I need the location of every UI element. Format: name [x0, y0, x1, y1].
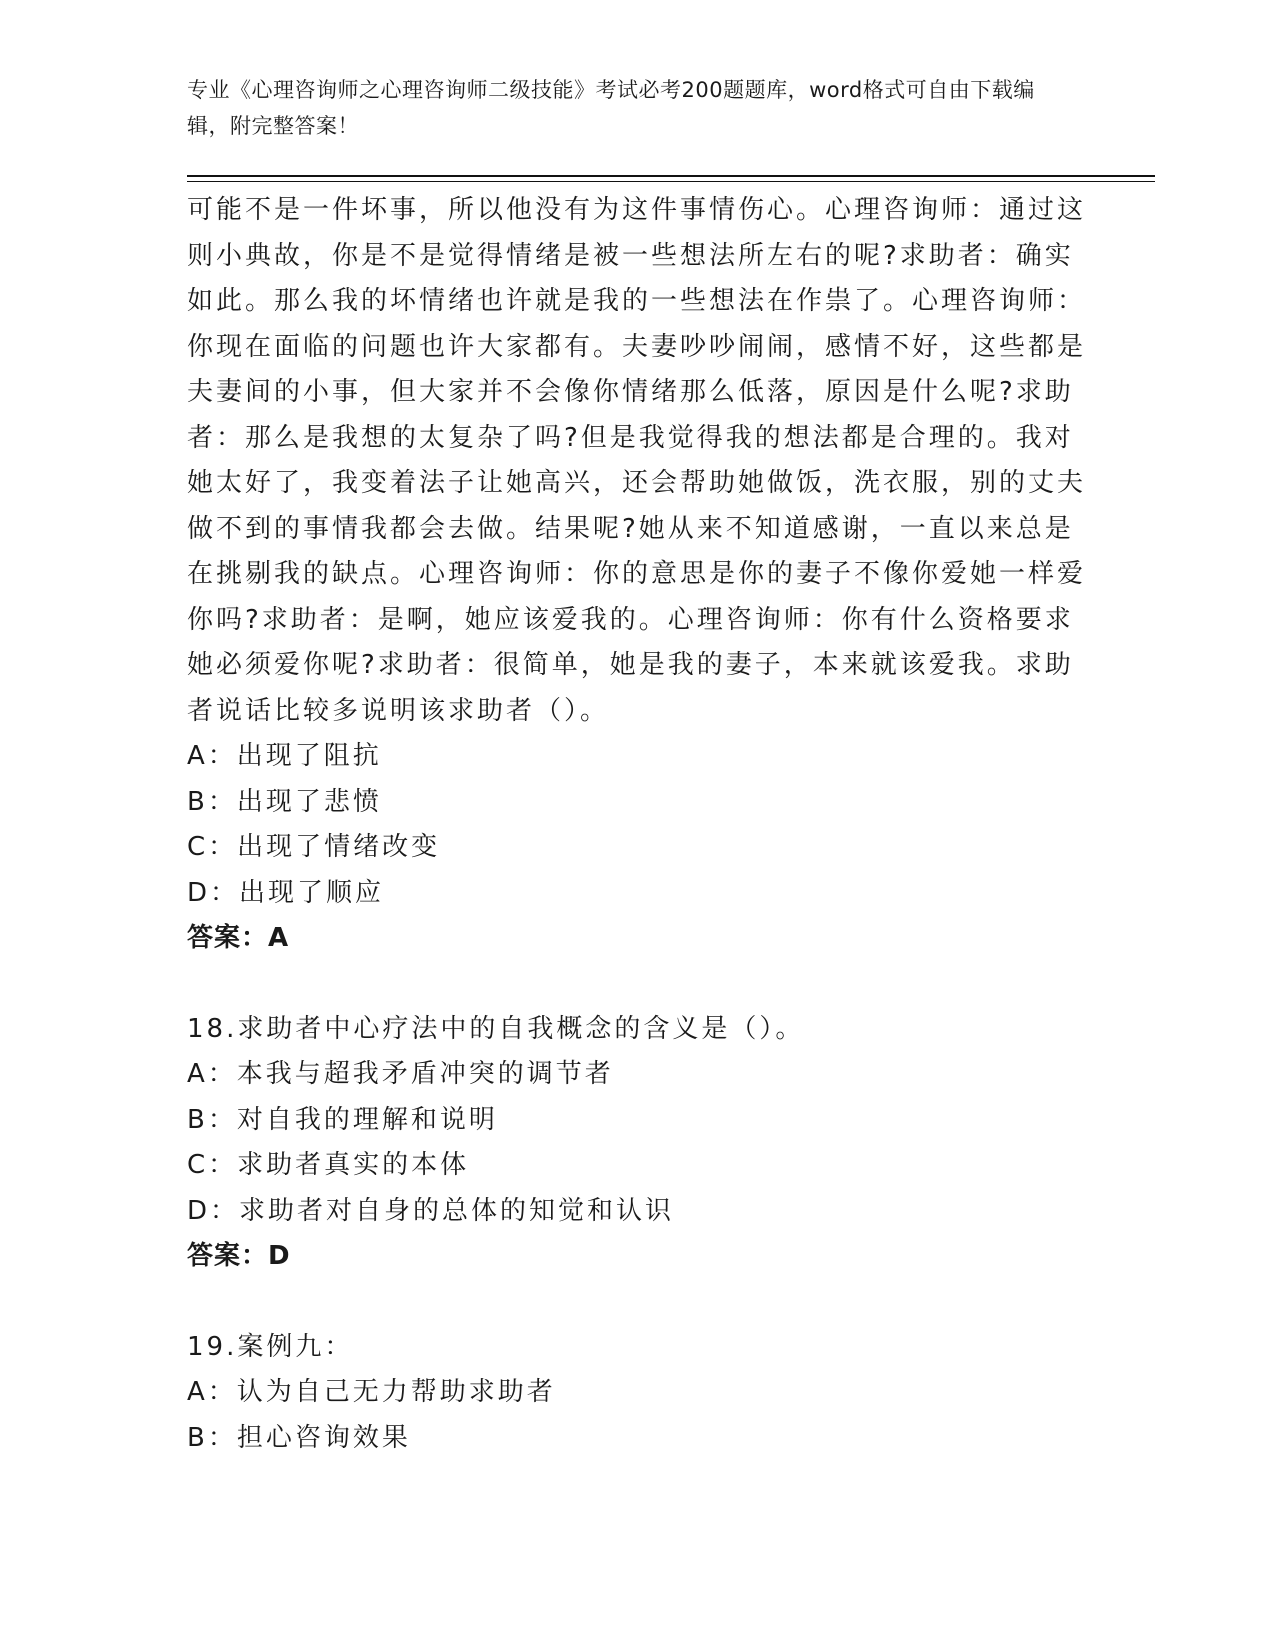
question-18-option-d: D：求助者对自身的总体的知觉和认识	[187, 1195, 675, 1226]
question-19-option-a: A：认为自己无力帮助求助者	[187, 1377, 556, 1407]
question-17-option-c: C：出现了情绪改变	[187, 832, 441, 862]
question-18-title: 18.求助者中心疗法中的自我概念的含义是（）。	[187, 1013, 805, 1044]
header-rule-top	[187, 175, 1155, 177]
document-header: 专业《心理咨询师之心理咨询师二级技能》考试必考200题题库，word格式可自由下载编辑，附完整答案！	[187, 78, 1035, 138]
spacer	[187, 962, 1087, 1007]
document-body	[187, 188, 1087, 1461]
header-rule-bottom	[187, 181, 1155, 182]
question-19-title: 19.案例九：	[187, 1331, 354, 1362]
question-17-option-d: D：出现了顺应	[187, 877, 385, 908]
question-17-passage: 可能不是一件坏事，所以他没有为这件事情伤心。心理咨询师：通过这则小典故，你是不是觉得情绪是被一些想法所左右的呢?求助者：确实如此。那么我的坏情绪也许就是我的一些想法在作祟了。心理咨询师：你现在面临的问题也许大家都有。夫妻吵吵闹闹，感情不好，这些都是夫妻间的小事，但大家并不会像你情绪那么低落，原因是什么呢?求助者：那么是我想的太复杂了吗?但是我觉得我的想法都是合理的。我对她太好了，我变着法子让她高兴，还会帮助她做饭，洗衣服，别的丈夫做不到的事情我都会去做。结果呢?她从来不知道感谢，一直以来总是在挑剔我的缺点。心理咨询师：你的意思是你的妻子不像你爱她一样爱你吗?求助者：是啊，她应该爱我的。心理咨询师：你有什么资格要求她必须爱你呢?求助者：很简单，她是我的妻子，本来就该爱我。求助者说话比较多说明该求助者（）。	[187, 195, 1087, 726]
question-18-option-a: A：本我与超我矛盾冲突的调节者	[187, 1059, 614, 1089]
question-17-option-a: A：出现了阻抗	[187, 741, 382, 771]
spacer	[187, 1280, 1087, 1325]
question-19-option-b: B：担心咨询效果	[187, 1422, 411, 1453]
question-18-option-b: B：对自我的理解和说明	[187, 1104, 498, 1135]
question-18-option-c: C：求助者真实的本体	[187, 1150, 470, 1180]
question-18-answer: 答案：D	[187, 1241, 291, 1271]
question-17-answer: 答案：A	[187, 923, 290, 953]
question-17-option-b: B：出现了悲愤	[187, 786, 382, 817]
